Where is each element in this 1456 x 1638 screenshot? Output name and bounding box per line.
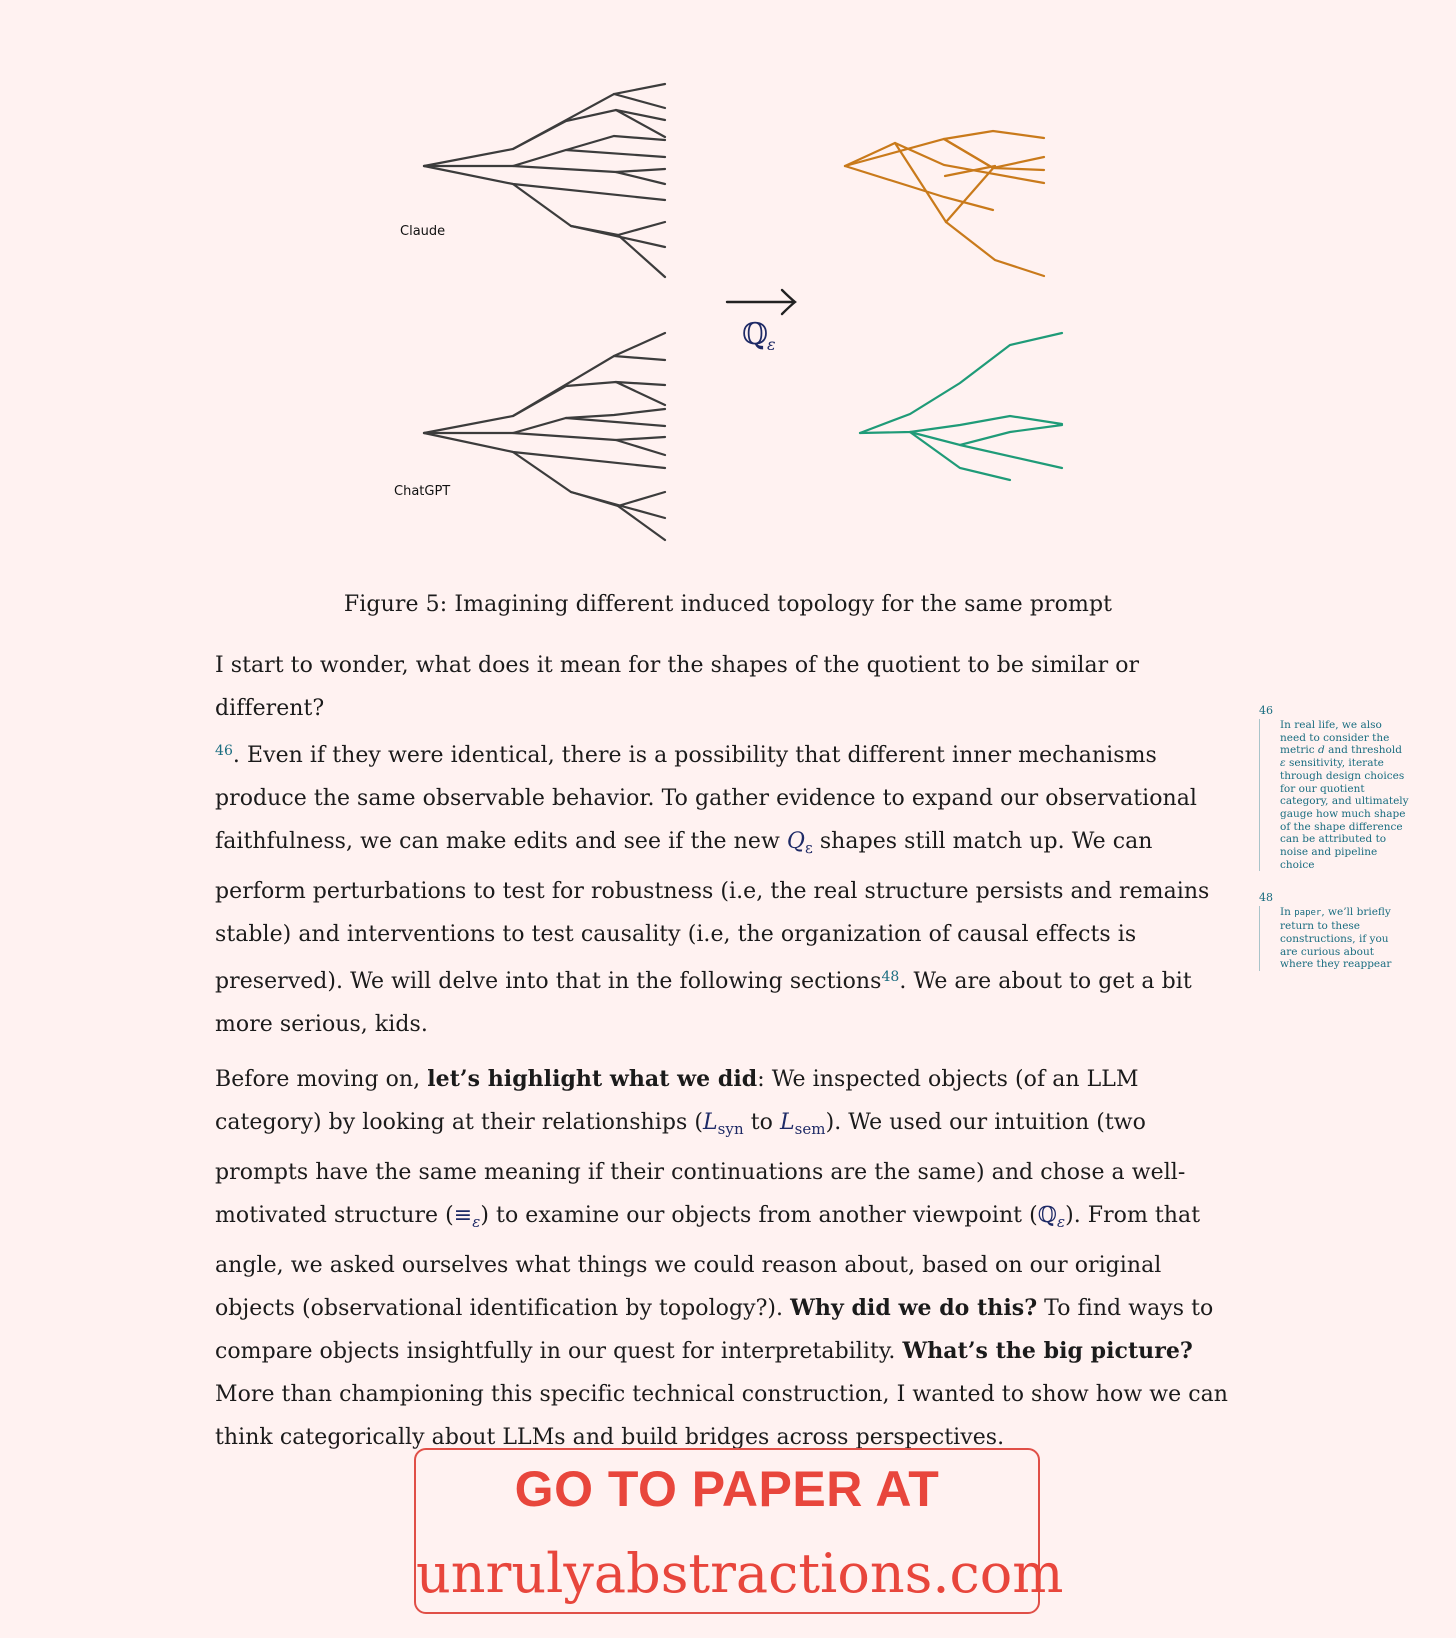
claude-tree bbox=[424, 84, 665, 277]
arrow-label: ℚ bbox=[742, 317, 769, 352]
quotient-claude-branch bbox=[944, 139, 1044, 168]
arrow-icon bbox=[727, 290, 795, 314]
figure-caption: Figure 5: Imagining different induced topology for the same prompt bbox=[343, 592, 1113, 617]
cta-link[interactable]: unrulyabstractions.com bbox=[416, 1542, 1064, 1605]
claude-branch bbox=[571, 222, 665, 235]
chatgpt-branch bbox=[513, 452, 665, 518]
footnote-ref-48[interactable]: 48 bbox=[881, 969, 900, 985]
bold-highlight: let’s highlight what we did bbox=[427, 1066, 758, 1092]
tree-diagram bbox=[0, 0, 1456, 570]
quotient-tree-claude bbox=[845, 131, 1044, 276]
bold-why: Why did we do this? bbox=[790, 1295, 1038, 1321]
quotient-chatgpt-branch bbox=[860, 416, 1062, 433]
math-equiv: $\equiv_\varepsilon$ bbox=[453, 1203, 481, 1231]
arrow-label-sub: ε bbox=[767, 335, 776, 354]
math-l-syn: $L_{syn}$ bbox=[703, 1110, 744, 1138]
quotient-chatgpt-branch bbox=[960, 445, 1062, 468]
chatgpt-branch bbox=[513, 433, 665, 440]
paragraph-2: Before moving on, let’s highlight what we did: We inspected objects (of an LLM category) by looking at their relationships ($L_{syn}$ to $L_{sem}$). We used our intuition (two prompts have the same meaning if their continuations are the same) and chose a well-motivated structure $(\equiv_\varepsilon)$ to examine our objects from another viewpoint (ℚ$_\varepsilon$). From that angle, we asked ourselves what things we could reason about, based on our original objects (observational identification by topology?). Why did we do this? To find ways to compare objects insightfully in our quest for interpretability. What’s the big picture? More than championing this specific technical construction, I wanted to show how we can think categorically about LLMs and build bridges across perspectives. bbox=[215, 1066, 1228, 1450]
quotient-chatgpt-branch bbox=[910, 432, 1010, 480]
quotient-claude-branch bbox=[946, 222, 1044, 276]
claude-branch bbox=[513, 184, 665, 247]
bold-big-picture: What’s the big picture? bbox=[902, 1338, 1193, 1364]
paragraph-1: I start to wonder, what does it mean for the shapes of the quotient to be similar or different? $^{46}$. Even if they were identical, there is a possibility that different inner mechanisms produce the same observable behavior. To gather evidence to expand our observational faithfulness, we can make edits and see if the new $Q_\varepsilon$ shapes still match up. We can perform perturbations to test for robustness (i.e, the real structure persists and remains stable) and interventions to test causality (i.e, the organization of causal effects is preserved). We will delve into that in the following sections$^{48}$. We are about to get a bit more serious, kids. bbox=[215, 653, 1210, 1037]
math-q: $Q_\varepsilon$ bbox=[786, 829, 813, 857]
footnote-ref-46[interactable]: 46 bbox=[215, 743, 233, 759]
figure-5 bbox=[0, 0, 1456, 570]
chatgpt-branch bbox=[614, 356, 665, 360]
label-chatgpt: ChatGPT bbox=[394, 484, 451, 499]
quotient-claude-branch bbox=[845, 131, 1044, 166]
footnote-46: 46 In real life, we also need to consider the metric d and threshold ε sensitivity, iterate through design choices for our quotient category, and ultimately gauge how much shape of the shape difference can be attributed to noise and pipeline choice bbox=[1259, 704, 1409, 871]
go-to-paper-banner[interactable] bbox=[414, 1448, 1064, 1614]
quotient-chatgpt-branch bbox=[860, 333, 1062, 433]
claude-branch bbox=[513, 166, 665, 172]
chatgpt-tree bbox=[424, 333, 665, 540]
chatgpt-branch bbox=[616, 440, 665, 455]
claude-branch bbox=[616, 172, 665, 184]
chatgpt-branch bbox=[566, 409, 665, 418]
article-body bbox=[215, 644, 1245, 1471]
cta-heading: GO TO PAPER AT bbox=[514, 1461, 940, 1517]
label-claude: Claude bbox=[400, 224, 446, 239]
quotient-tree-chatgpt bbox=[860, 333, 1062, 480]
claude-branch bbox=[614, 94, 665, 108]
quotient-claude-branch bbox=[845, 166, 993, 210]
footnote-48: 48 In paper, we’ll briefly return to these constructions, if you are curious about where they reappear bbox=[1259, 891, 1409, 971]
claude-branch bbox=[566, 136, 665, 150]
math-l-sem: $L_{sem}$ bbox=[779, 1110, 826, 1138]
math-quotient: ℚ$_\varepsilon$ bbox=[1037, 1203, 1066, 1231]
sidenotes bbox=[1259, 704, 1409, 991]
